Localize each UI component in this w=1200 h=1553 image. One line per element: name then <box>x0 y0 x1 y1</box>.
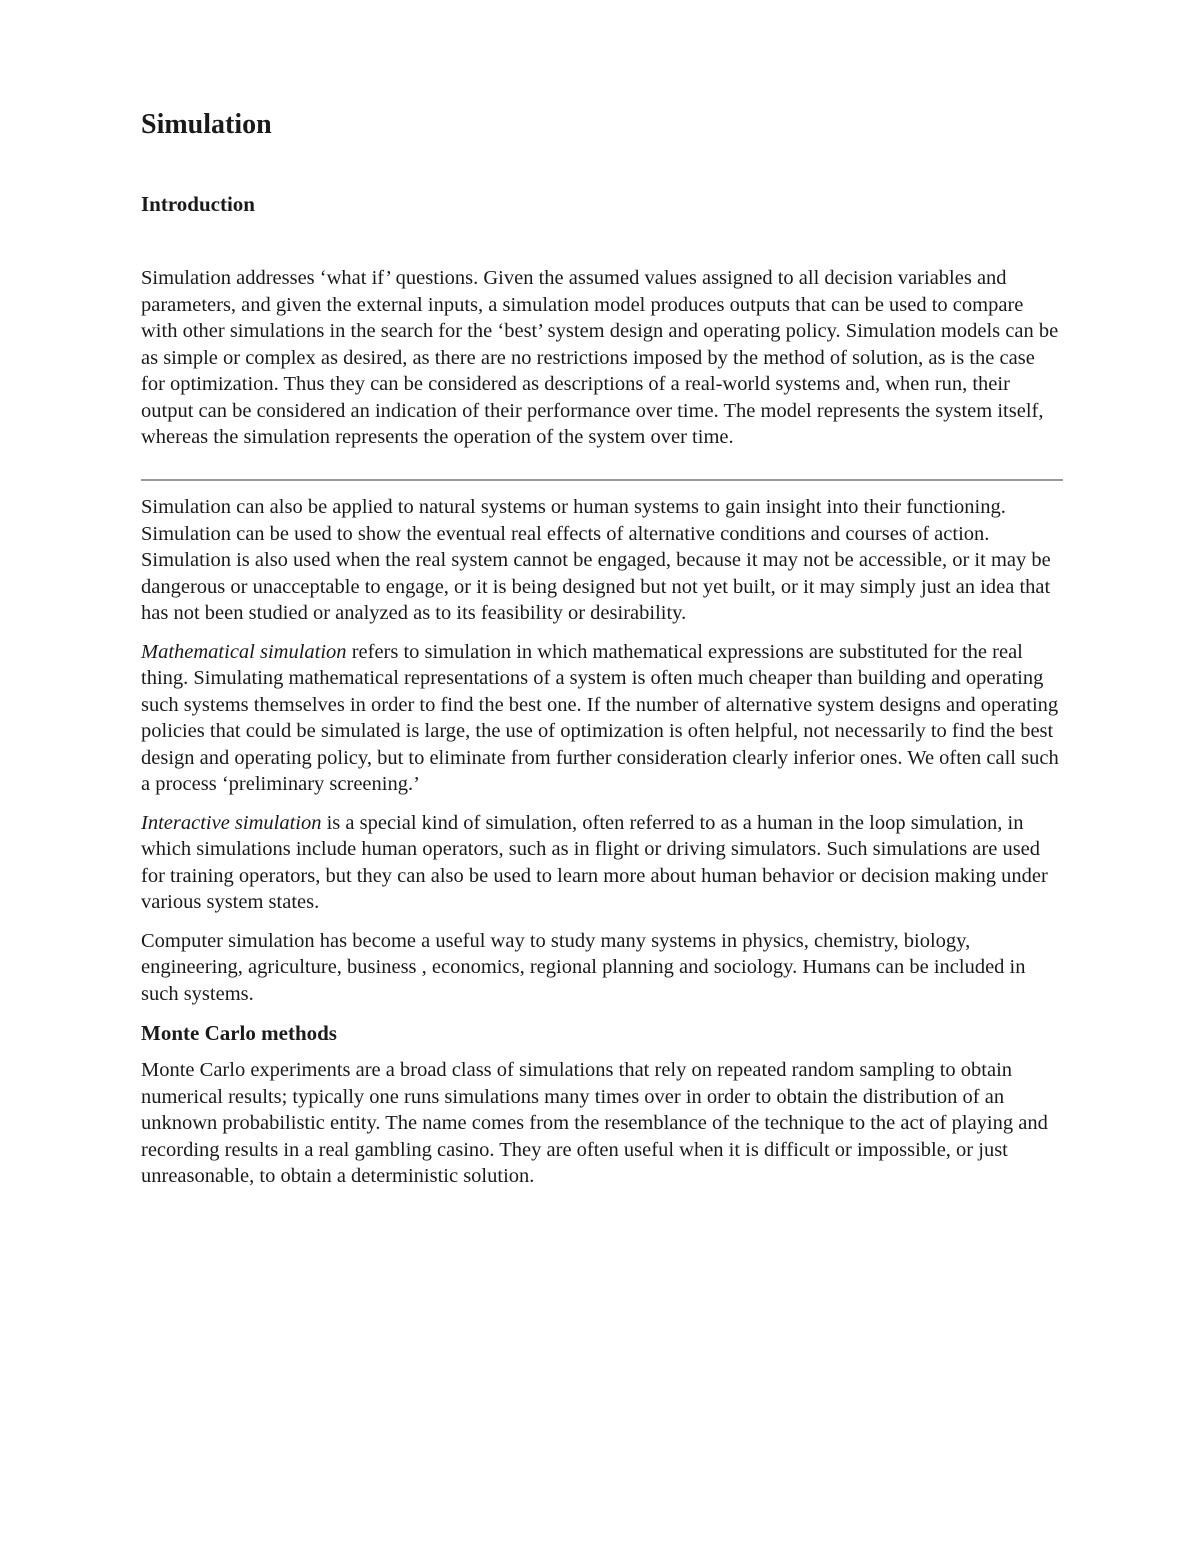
paragraph-intro: Simulation addresses ‘what if’ questions. Given the assumed values assigned to all decision variables and parameters, and given the external inputs, a simulation model produces outputs that can be used to compare with other simulations in the search for the ‘best’ system design and operating policy. Simulation models can be as simple or complex as desired, as there are no restrictions imposed by the method of solution, as is the case for optimization. Thus they can be considered as descriptions of a real-world systems and, when run, their output can be considered an indication of their performance over time. The model represents the system itself, whereas the simulation represents the operation of the system over time. <box>141 267 1059 448</box>
paragraph-mathematical-simulation-text: refers to simulation in which mathematical expressions are substituted for the real thing. Simulating mathematical representations of a system is often much cheaper than building and operating such systems themselves in order to find the best one. If the number of alternative system designs and operating policies that could be simulated is large, the use of optimization is often helpful, not necessarily to find the best design and operating policy, but to eliminate from further consideration clearly inferior ones. We often call such a process ‘preliminary screening.’ <box>141 640 1059 795</box>
horizontal-divider <box>141 479 1063 481</box>
paragraph-monte-carlo: Monte Carlo experiments are a broad class of simulations that rely on repeated random sampling to obtain numerical results; typically one runs simulations many times over in order to obtain the distribution of an unknown probabilistic entity. The name comes from the resemblance of the technique to the act of playing and recording results in a real gambling casino. They are often useful when it is difficult or impossible, or just unreasonable, to obtain a deterministic solution. <box>141 1059 1048 1187</box>
main-block <box>141 494 1061 1202</box>
intro-block <box>141 265 1061 451</box>
paragraph-mathematical-simulation <box>141 639 1061 798</box>
term-interactive-simulation: Interactive simulation <box>141 811 322 834</box>
section-heading-introduction: Introduction <box>141 192 255 216</box>
paragraph-interactive-simulation <box>141 810 1061 916</box>
page-title: Simulation <box>141 109 272 140</box>
section-heading-monte-carlo: Monte Carlo methods <box>141 1021 337 1045</box>
paragraph-computer-simulation: Computer simulation has become a useful way to study many systems in physics, chemistry, biology, engineering, agriculture, business , economics, regional planning and sociology. Humans can be included in such systems. <box>141 929 1026 1005</box>
term-mathematical-simulation: Mathematical simulation <box>141 640 347 663</box>
paragraph-interactive-simulation-text: is a special kind of simulation, often referred to as a human in the loop simulation, in which simulations include human operators, such as in flight or driving simulators. Such simulations are used for training operators, but they can also be used to learn more about human behavior or decision making under various system states. <box>141 811 1048 913</box>
paragraph-natural-systems: Simulation can also be applied to natural systems or human systems to gain insight into their functioning. Simulation can be used to show the eventual real effects of alternative conditions and courses of action. Simulation is also used when the real system cannot be engaged, because it may not be accessible, or it may be dangerous or unacceptable to engage, or it is being designed but not yet built, or it may simply just an idea that has not been studied or analyzed as to its feasibility or desirability. <box>141 496 1051 624</box>
